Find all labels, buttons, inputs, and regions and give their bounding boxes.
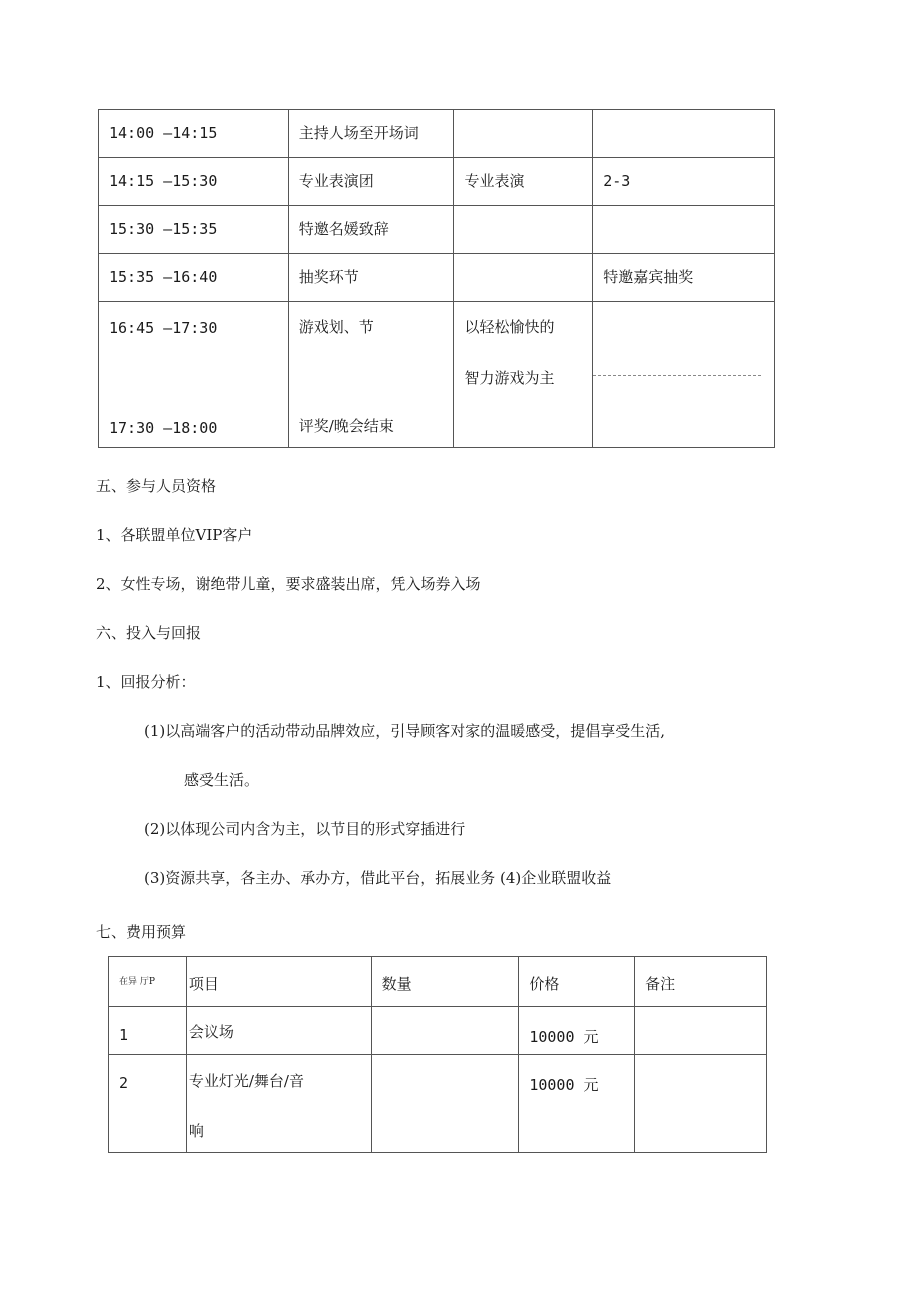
- table-row: [109, 1007, 767, 1055]
- item-cell: 特邀名媛致辞: [288, 206, 454, 254]
- table-row: [99, 302, 775, 448]
- table-row: [109, 1055, 767, 1153]
- seq-cell: 2: [109, 1055, 187, 1153]
- content-cell: [454, 206, 593, 254]
- note-cell: [593, 302, 775, 448]
- schedule-table: [98, 109, 775, 448]
- section-6-para-1: (1)以高端客户的活动带动品牌效应，引导顾客对家的温暖感受，提倡享受生活,: [144, 722, 666, 740]
- section-5-title: 五、参与人员资格: [96, 477, 217, 495]
- note-cell: [593, 110, 775, 158]
- table-row: [99, 206, 775, 254]
- section-5-item-1: 1、各联盟单位VIP客户: [96, 526, 253, 544]
- note-cell: [635, 1055, 767, 1153]
- time-cell: 15:35 —16:40: [99, 254, 289, 302]
- item-cell: 专业表演团: [288, 158, 454, 206]
- time-cell: 14:15 —15:30: [99, 158, 289, 206]
- seq-cell: 1: [109, 1007, 187, 1055]
- item-cell: 专业灯光/舞台/音 响: [186, 1055, 371, 1153]
- note-cell: [635, 1007, 767, 1055]
- item-cell: 抽奖环节: [288, 254, 454, 302]
- price-cell: 10000 元: [519, 1055, 635, 1153]
- section-6-para-2: (2)以体现公司内含为主，以节目的形式穿插进行: [144, 820, 466, 838]
- time-cell: 16:45 —17:30 17:30 —18:00: [99, 302, 289, 448]
- header-qty: 数量: [371, 957, 519, 1007]
- price-cell: 10000 元: [519, 1007, 635, 1055]
- qty-cell: [371, 1007, 519, 1055]
- note-cell: 特邀嘉宾抽奖: [593, 254, 775, 302]
- table-row: [99, 110, 775, 158]
- qty-cell: [371, 1055, 519, 1153]
- item-cell: 主持人场至开场词: [288, 110, 454, 158]
- section-6-para-3: (3)资源共享，各主办、承办方，借此平台，拓展业务 (4)企业联盟收益: [144, 869, 612, 887]
- header-note: 备注: [635, 957, 767, 1007]
- table-row: [99, 254, 775, 302]
- section-5-item-2: 2、女性专场，谢绝带儿童，要求盛装出席，凭入场券入场: [96, 575, 481, 593]
- header-price: 价格: [519, 957, 635, 1007]
- content-cell: 专业表演: [454, 158, 593, 206]
- note-cell: [593, 206, 775, 254]
- note-cell: 2-3: [593, 158, 775, 206]
- table-row: [99, 158, 775, 206]
- content-cell: [454, 254, 593, 302]
- section-6-title: 六、投入与回报: [96, 624, 202, 642]
- item-cell: 游戏划、节 评奖/晚会结束: [288, 302, 454, 448]
- budget-table: [108, 956, 767, 1153]
- time-cell: 14:00 —14:15: [99, 110, 289, 158]
- section-7-title: 七、费用预算: [96, 923, 187, 941]
- content-cell: 以轻松愉快的 智力游戏为主: [454, 302, 593, 448]
- section-6-para-1-cont: 感受生活。: [184, 771, 260, 789]
- header-seq: 在异 厅P: [109, 957, 187, 1007]
- dashed-line: [593, 375, 761, 376]
- section-6-item-1: 1、回报分析：: [96, 673, 196, 691]
- time-cell: 15:30 —15:35: [99, 206, 289, 254]
- table-header-row: [109, 957, 767, 1007]
- header-item: 项目: [186, 957, 371, 1007]
- content-cell: [454, 110, 593, 158]
- item-cell: 会议场: [186, 1007, 371, 1055]
